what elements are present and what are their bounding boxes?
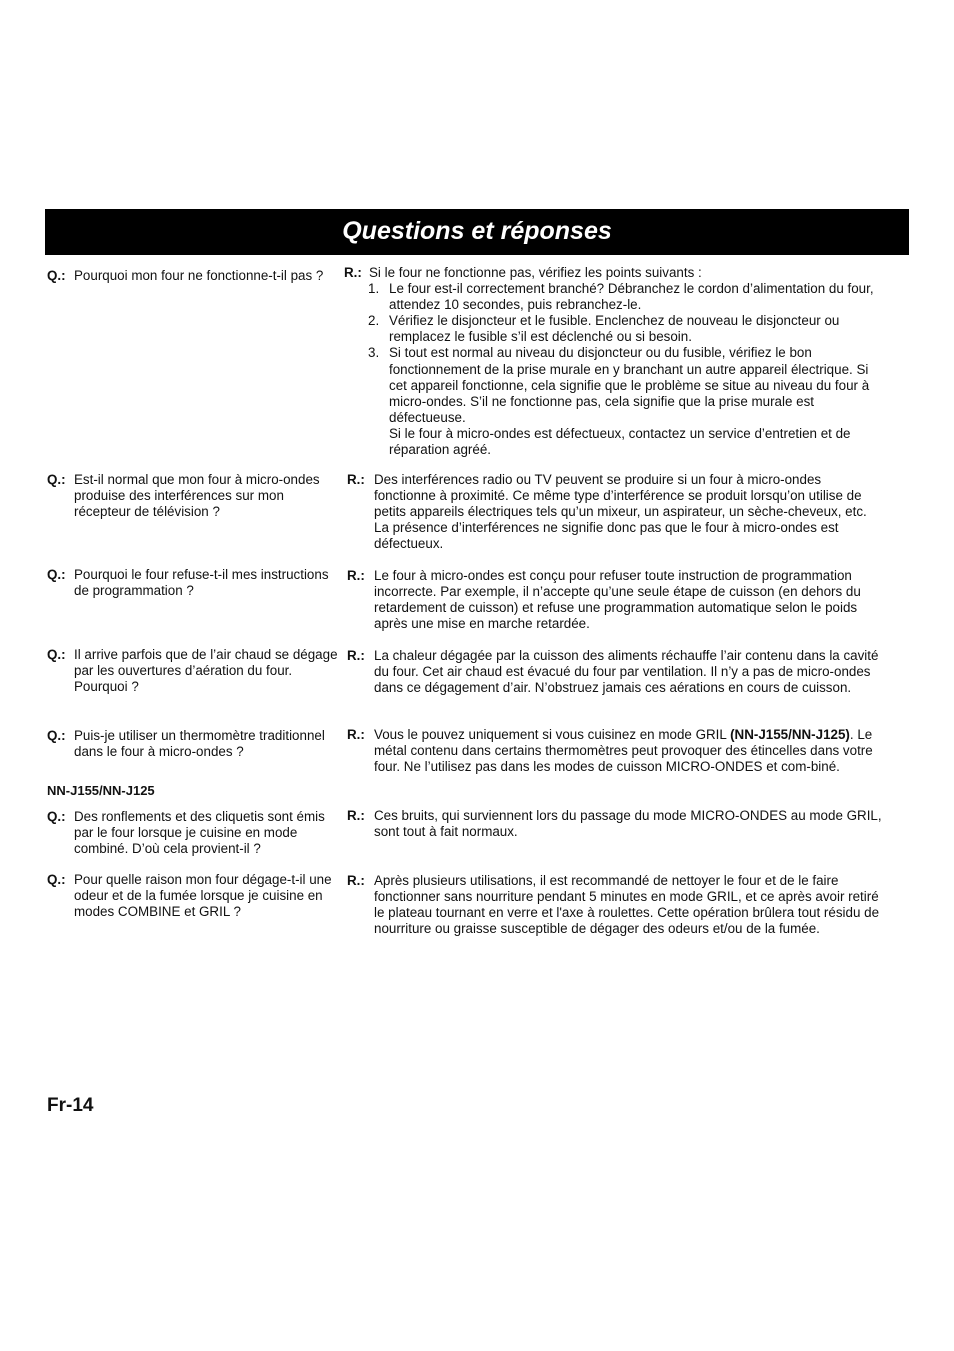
answer-text: [374, 727, 883, 775]
step-text: Si tout est normal au niveau du disjoncteur ou du fusible, vérifiez le bon fonctionnement de la prise murale en y branchant un autre appareil électrique. Si cet appareil fonctionne, cela signifie que le problème se situe au niveau du four à micro-ondes. S’il ne fonctionne pas, cela signifie que la prise murale est défectueuse.: [389, 345, 870, 425]
question-text: Des ronflements et des cliquetis sont émis par le four lorsque je cuisine en mode combiné. D’où cela provient-il ?: [74, 809, 325, 857]
answer-6: [347, 808, 883, 840]
question-7: [47, 872, 339, 920]
question-text: Pour quelle raison mon four dégage-t-il une odeur et de la fumée lorsque je cuisine en modes COMBINE et GRIL ?: [74, 872, 332, 920]
step-number: 1.: [368, 281, 380, 297]
question-1: [47, 268, 339, 284]
question-2: [47, 472, 339, 520]
question-6: [47, 809, 339, 857]
answer-5: [347, 727, 883, 775]
question-text: Pourquoi mon four ne fonctionne-t-il pas ?: [74, 268, 324, 283]
step-number: 3.: [368, 345, 380, 361]
answer-label: R.:: [347, 727, 365, 742]
question-5: [47, 728, 339, 760]
model-section-label: NN-J155/NN-J125: [47, 783, 155, 798]
step-number: 2.: [368, 313, 380, 329]
question-text: Pourquoi le four refuse-t-il mes instructions de programmation ?: [74, 567, 329, 599]
answer-text-start: Vous le pouvez uniquement si vous cuisinez en mode GRIL: [374, 727, 731, 742]
answer-label: R.:: [347, 568, 365, 583]
answer-7: [347, 873, 883, 937]
answer-after: Si le four à micro-ondes est défectueux, contactez un service d’entretien et de réparation agréé.: [389, 425, 851, 458]
answer-1: [344, 265, 880, 458]
question-4: [47, 647, 339, 695]
step-text: Vérifiez le disjoncteur et le fusible. Enclenchez de nouveau le disjoncteur ou remplacez le fusible s’il est déclenché ou si besoin.: [389, 313, 840, 345]
question-label: Q.:: [47, 567, 66, 582]
list-item: [344, 345, 880, 425]
answer-text: La chaleur dégagée par la cuisson des aliments réchauffe l’air contenu dans la cavité du four. Cet air chaud est évacué du four par ventilation. Il n’y a pas de micro-ondes dans ce dégagement d’air. N’obstruez jamais ces aérations en cours de cuisson.: [374, 648, 879, 696]
question-3: [47, 567, 339, 599]
question-label: Q.:: [47, 872, 66, 887]
question-text: Est-il normal que mon four à micro-ondes produise des interférences sur mon récepteur de télévision ?: [74, 472, 320, 520]
answer-label: R.:: [344, 265, 362, 280]
list-item: [344, 313, 880, 345]
answer-4: [347, 648, 883, 696]
question-label: Q.:: [47, 647, 66, 662]
check-steps-list: [344, 281, 880, 426]
answer-label: R.:: [347, 808, 365, 823]
answer-2: [347, 472, 883, 552]
answer-label: R.:: [347, 472, 365, 487]
answer-text: Des interférences radio ou TV peuvent se produire si un four à micro-ondes fonctionne à proximité. Ce même type d’interférence se produit lorsqu’on utilise de petits appareils électriques tels qu’un mixeur, un aspirateur, un sèche-cheveux, etc. La présence d’interférences ne signifie donc pas que le four à micro-ondes est défectueux.: [374, 472, 867, 552]
list-item: [344, 281, 880, 313]
answer-text: Ces bruits, qui surviennent lors du passage du mode MICRO-ONDES au mode GRIL, sont tout à fait normaux.: [374, 808, 882, 840]
answer-intro: Si le four ne fonctionne pas, vérifiez les points suivants :: [369, 265, 702, 280]
page-title: Questions et réponses: [342, 217, 612, 245]
step-text: Le four est-il correctement branché? Débranchez le cordon d’alimentation du four, attendez 10 secondes, puis rebranchez-le.: [389, 281, 874, 313]
answer-3: [347, 568, 883, 632]
answer-text: Après plusieurs utilisations, il est recommandé de nettoyer le four et de le faire fonctionner sans nourriture pendant 5 minutes en mode GRIL, et ce après avoir retiré le plateau tournant en verre et l'axe à roulettes. Cette opération brûlera tout résidu de nourriture ou graisse susceptible de dégager des odeurs et/ou de la fumée.: [374, 873, 880, 937]
question-label: Q.:: [47, 472, 66, 487]
answer-text: Le four à micro-ondes est conçu pour refuser toute instruction de programmation incorrecte. Par exemple, il n’accepte qu’une seule étape de cuisson (en dehors du retardement de cuisson) et refuse une programmation automatique selon le poids après une mise en marche retardée.: [374, 568, 861, 632]
question-label: Q.:: [47, 268, 66, 283]
question-label: Q.:: [47, 809, 66, 824]
question-label: Q.:: [47, 728, 66, 743]
answer-text-end: . Le métal contenu dans certains thermomètres peut provoquer des étincelles dans votre four. Ne l’utilisez pas dans les modes de cuisson MICRO-ONDES et com-biné.: [374, 727, 873, 775]
page-number: Fr-14: [47, 1095, 94, 1116]
answer-label: R.:: [347, 873, 365, 888]
model-reference: (NN-J155/NN-J125): [730, 727, 850, 742]
title-banner: [45, 209, 909, 255]
question-text: Puis-je utiliser un thermomètre traditionnel dans le four à micro-ondes ?: [74, 728, 325, 760]
question-text: Il arrive parfois que de l’air chaud se dégage par les ouvertures d’aération du four. Pourquoi ?: [74, 647, 338, 695]
answer-label: R.:: [347, 648, 365, 663]
